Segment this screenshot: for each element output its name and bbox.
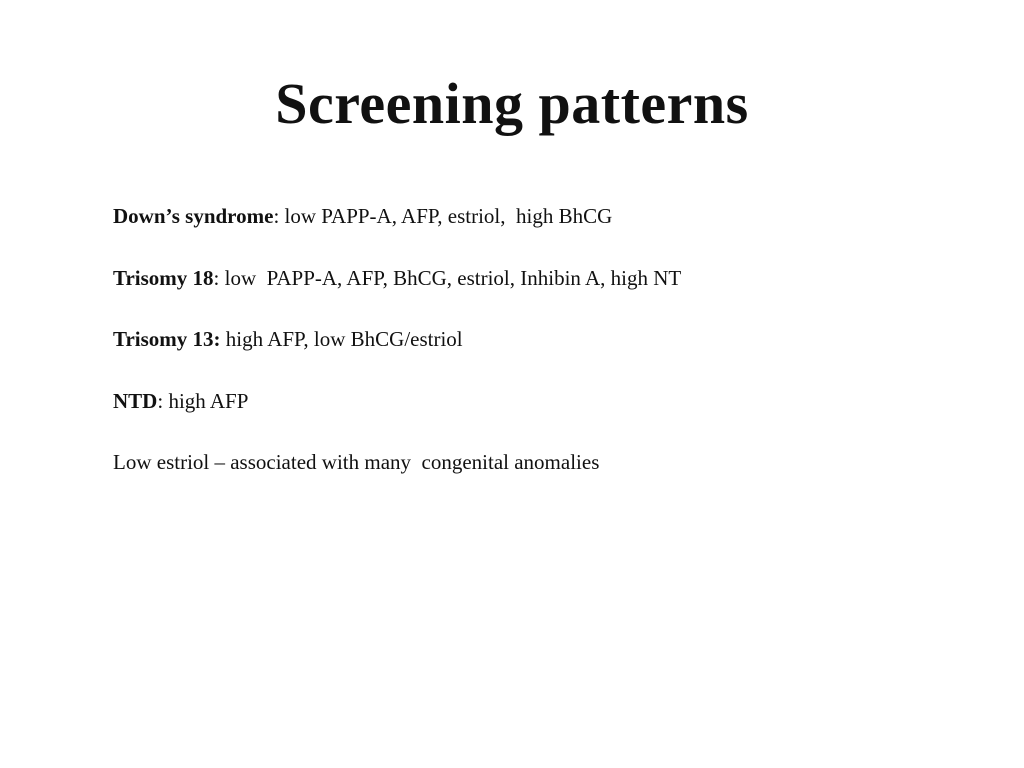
line-separator: : (213, 265, 220, 290)
line-downs-syndrome (113, 199, 973, 233)
line-separator: : (157, 388, 164, 413)
line-trisomy-13 (113, 322, 973, 356)
line-term: Trisomy 13: (113, 327, 221, 351)
line-term: Trisomy 18 (113, 265, 214, 290)
line-low-estriol (113, 445, 973, 479)
line-trisomy-18 (113, 261, 973, 295)
line-term: Down’s syndrome (113, 204, 274, 228)
line-text: low PAPP-A, AFP, BhCG, estriol, Inhibin A, high NT (219, 265, 682, 290)
line-text: high AFP, low BhCG/estriol (220, 327, 463, 351)
line-term: NTD (113, 388, 158, 413)
line-ntd (113, 384, 973, 418)
slide-title: Screening patterns (275, 71, 749, 136)
line-text: high AFP (163, 388, 249, 413)
line-separator: : (273, 204, 280, 228)
line-text: low PAPP-A, AFP, estriol, high BhCG (279, 204, 613, 228)
line-text: Low estriol – associated with many congenital anomalies (113, 450, 600, 474)
content-lines (113, 199, 973, 507)
